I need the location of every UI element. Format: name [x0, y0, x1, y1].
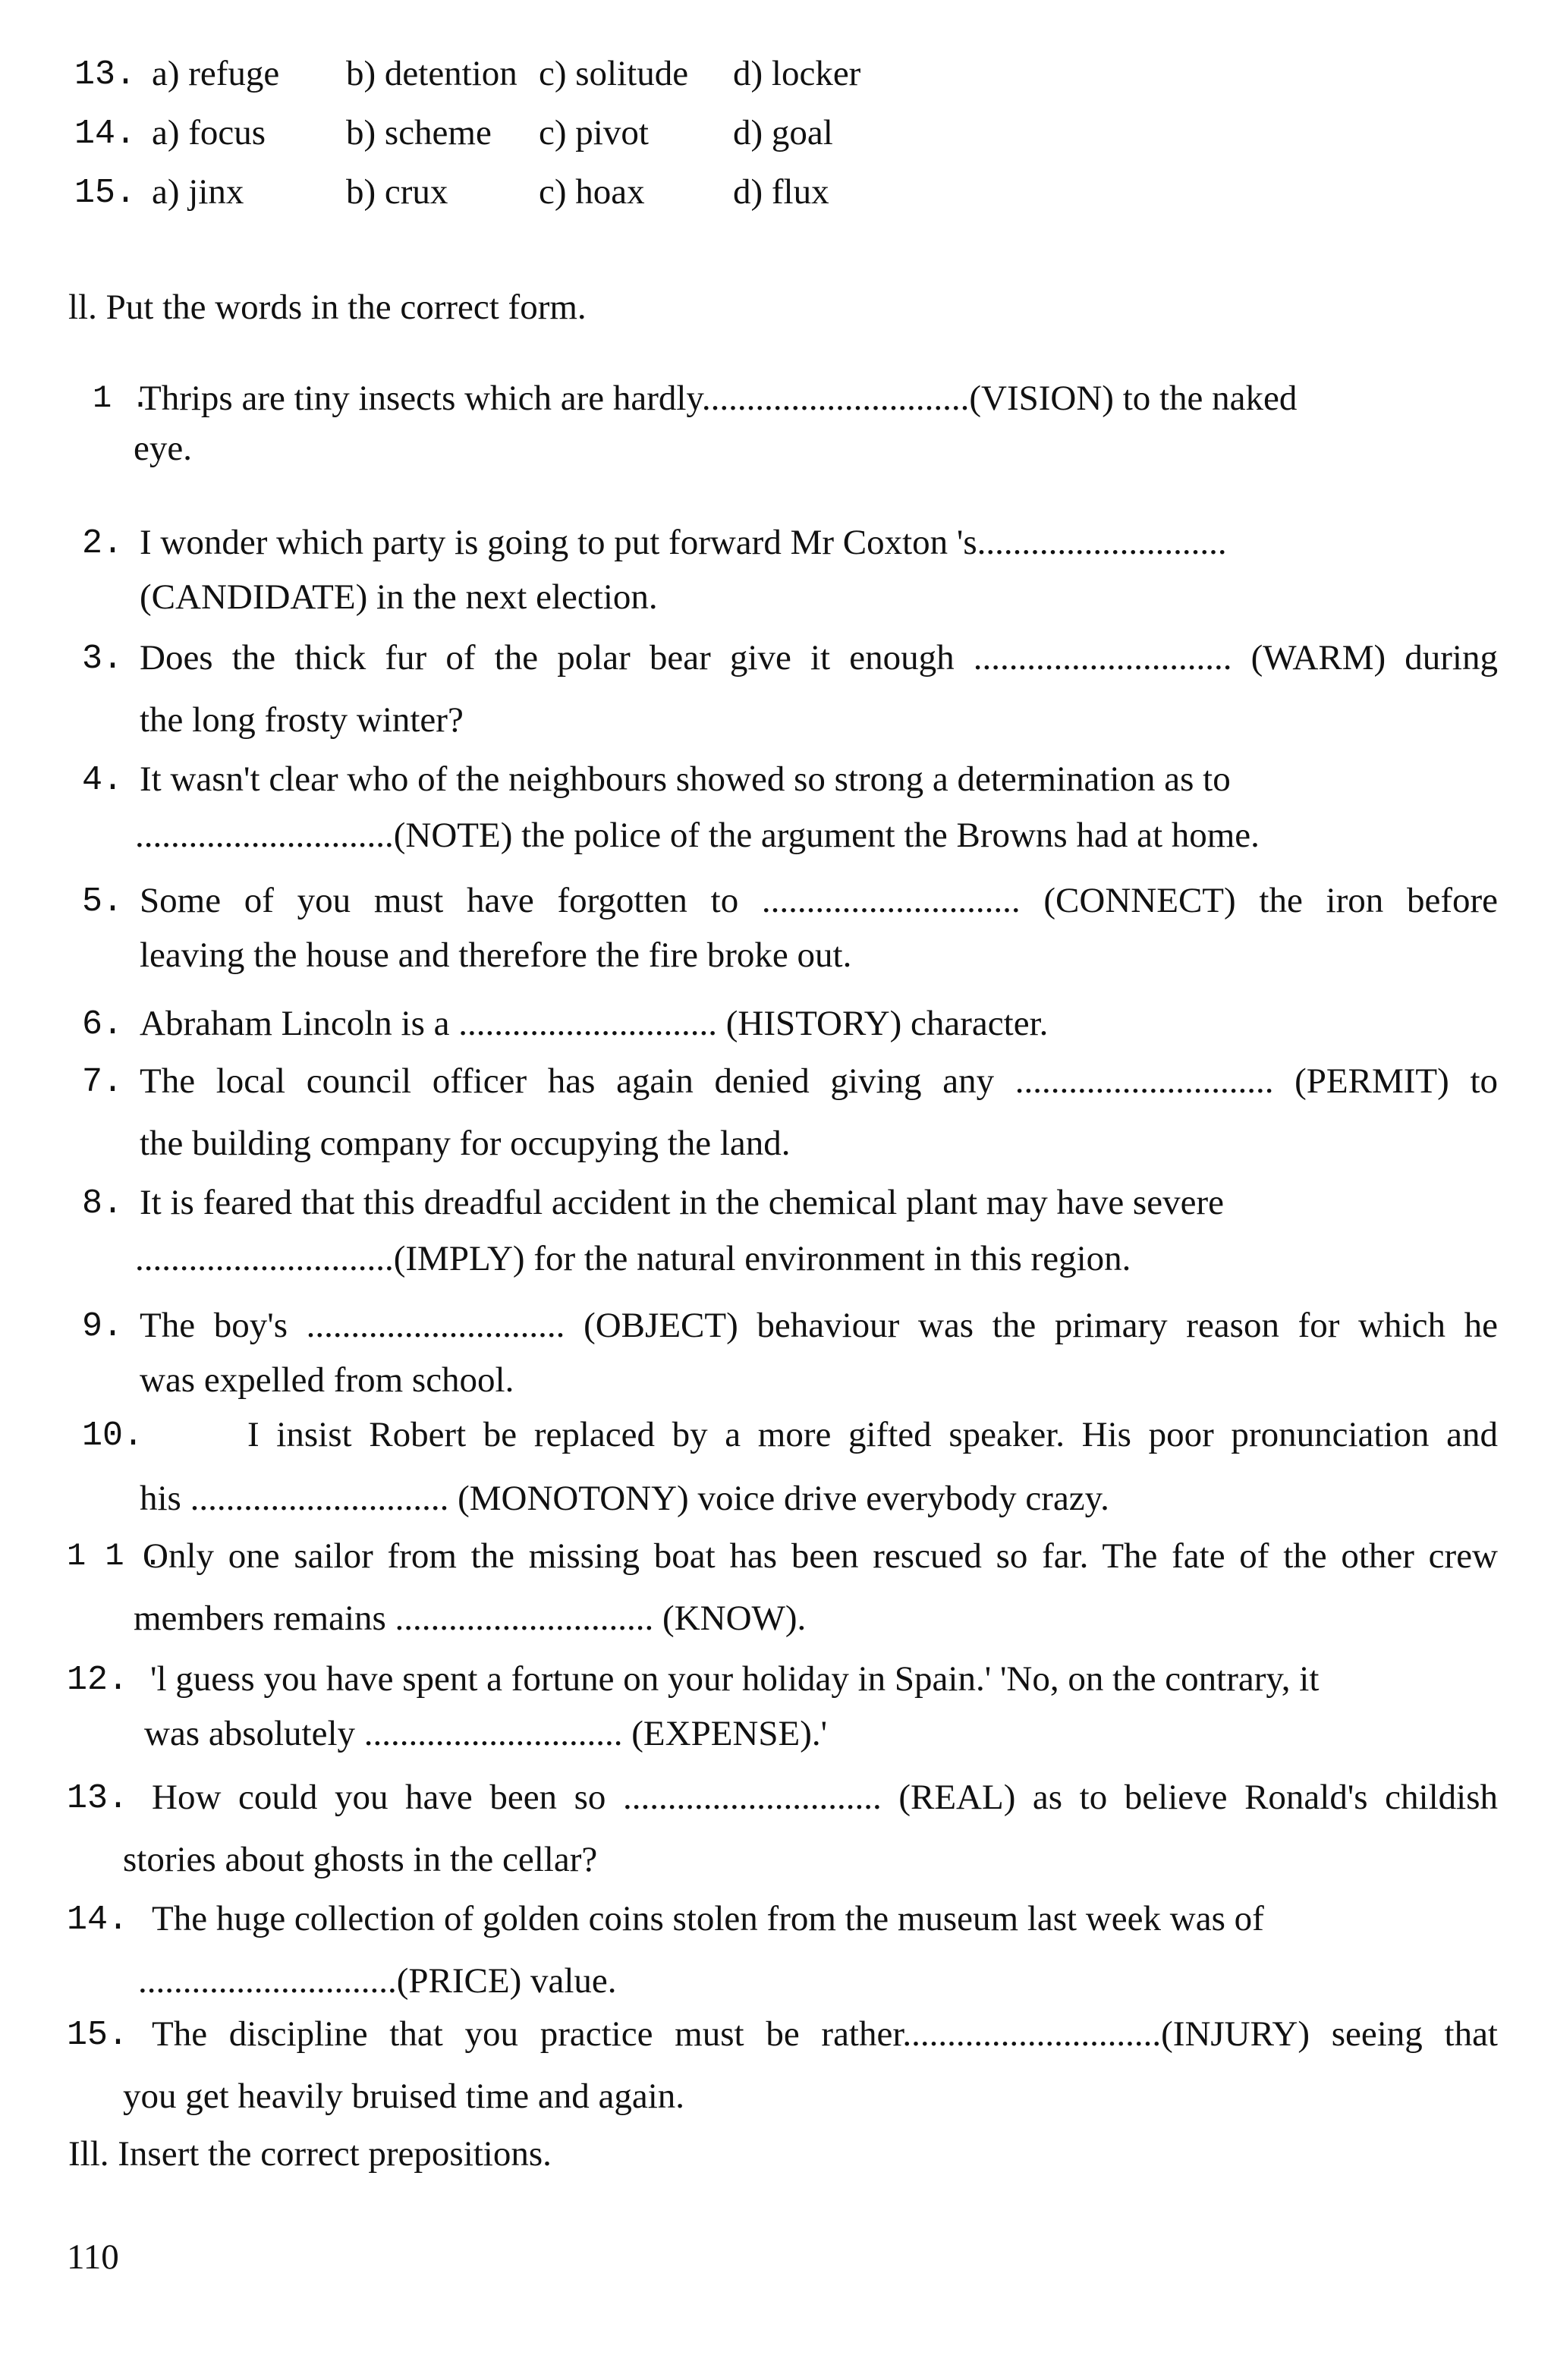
item-line: The discipline that you practice must be rather.............................(INJURY) seeing that: [152, 2014, 1498, 2054]
page-number: 110: [67, 2237, 119, 2277]
item-line: I insist Robert be replaced by a more gifted speaker. His poor pronunciation and: [247, 1415, 1498, 1454]
item-number: 15.: [67, 2016, 129, 2055]
mc-option-b: b) crux: [346, 172, 448, 212]
mc-option-c: c) solitude: [539, 54, 689, 93]
item-line: It is feared that this dreadful accident in the chemical plant may have severe: [140, 1183, 1224, 1222]
mc-option-d: d) locker: [733, 54, 861, 93]
mc-option-a: a) focus: [152, 113, 266, 152]
item-line: I wonder which party is going to put forward Mr Coxton 's............................: [140, 523, 1227, 562]
item-line: .............................(PRICE) value.: [138, 1961, 617, 2001]
item-number: 4.: [82, 761, 124, 800]
item-line: Some of you must have forgotten to ............................. (CONNECT) the iron before: [140, 881, 1498, 920]
item-number: 1 .: [93, 380, 150, 417]
item-line: The boy's ............................. (OBJECT) behaviour was the primary reason for which he: [140, 1306, 1498, 1345]
item-line: eye.: [134, 429, 192, 468]
section-heading: Ill. Insert the correct prepositions.: [68, 2134, 552, 2174]
mc-option-d: d) flux: [733, 172, 829, 212]
item-line: The huge collection of golden coins stolen from the museum last week was of: [152, 1899, 1264, 1938]
item-line: the long frosty winter?: [140, 700, 464, 740]
item-line: It wasn't clear who of the neighbours showed so strong a determination as to: [140, 759, 1231, 799]
item-number: 5.: [82, 882, 124, 921]
mc-option-c: c) hoax: [539, 172, 645, 212]
item-line: the building company for occupying the land.: [140, 1124, 791, 1163]
item-number: 10.: [82, 1416, 144, 1455]
item-line: members remains ............................. (KNOW).: [134, 1599, 807, 1638]
mc-option-b: b) detention: [346, 54, 517, 93]
item-number: 14.: [67, 1901, 129, 1939]
item-line: stories about ghosts in the cellar?: [123, 1840, 598, 1879]
mc-number: 15.: [74, 174, 137, 212]
mc-number: 13.: [74, 55, 137, 94]
item-number: 12.: [67, 1661, 129, 1699]
item-number: 2.: [82, 524, 124, 563]
item-number: 7.: [82, 1063, 124, 1102]
item-line: his ............................. (MONOTONY) voice drive everybody crazy.: [140, 1479, 1109, 1518]
item-line: was expelled from school.: [140, 1360, 514, 1400]
mc-option-c: c) pivot: [539, 113, 649, 152]
item-number: 9.: [82, 1307, 124, 1346]
mc-option-d: d) goal: [733, 113, 833, 152]
item-line: The local council officer has again denied giving any ............................. (PERMIT) to: [140, 1061, 1498, 1101]
item-number: 8.: [82, 1184, 124, 1223]
item-line: Abraham Lincoln is a ............................. (HISTORY) character.: [140, 1004, 1049, 1043]
item-line: (CANDIDATE) in the next election.: [140, 577, 658, 617]
mc-number: 14.: [74, 115, 137, 153]
item-line: Only one sailor from the missing boat has been rescued so far. The fate of the other crew: [143, 1536, 1498, 1576]
item-line: .............................(IMPLY) for the natural environment in this region.: [135, 1239, 1131, 1278]
item-line: Thrips are tiny insects which are hardly..............................(VISION) to the naked: [140, 379, 1298, 418]
mc-option-a: a) jinx: [152, 172, 244, 212]
item-line: you get heavily bruised time and again.: [123, 2077, 685, 2116]
mc-option-b: b) scheme: [346, 113, 492, 152]
item-number: 3.: [82, 640, 124, 678]
item-number: 13.: [67, 1779, 129, 1818]
item-line: 'l guess you have spent a fortune on your holiday in Spain.' 'No, on the contrary, it: [150, 1659, 1320, 1699]
item-number: 1 1 .: [67, 1538, 163, 1574]
mc-option-a: a) refuge: [152, 54, 280, 93]
item-line: was absolutely ............................. (EXPENSE).': [144, 1714, 828, 1753]
item-number: 6.: [82, 1005, 124, 1044]
item-line: How could you have been so ............................. (REAL) as to believe Ronald's childish: [152, 1778, 1498, 1817]
section-heading: ll. Put the words in the correct form.: [68, 288, 587, 327]
item-line: leaving the house and therefore the fire broke out.: [140, 935, 852, 975]
item-line: .............................(NOTE) the police of the argument the Browns had at home.: [135, 816, 1260, 855]
item-line: Does the thick fur of the polar bear give it enough ............................. (WARM) during: [140, 638, 1498, 678]
